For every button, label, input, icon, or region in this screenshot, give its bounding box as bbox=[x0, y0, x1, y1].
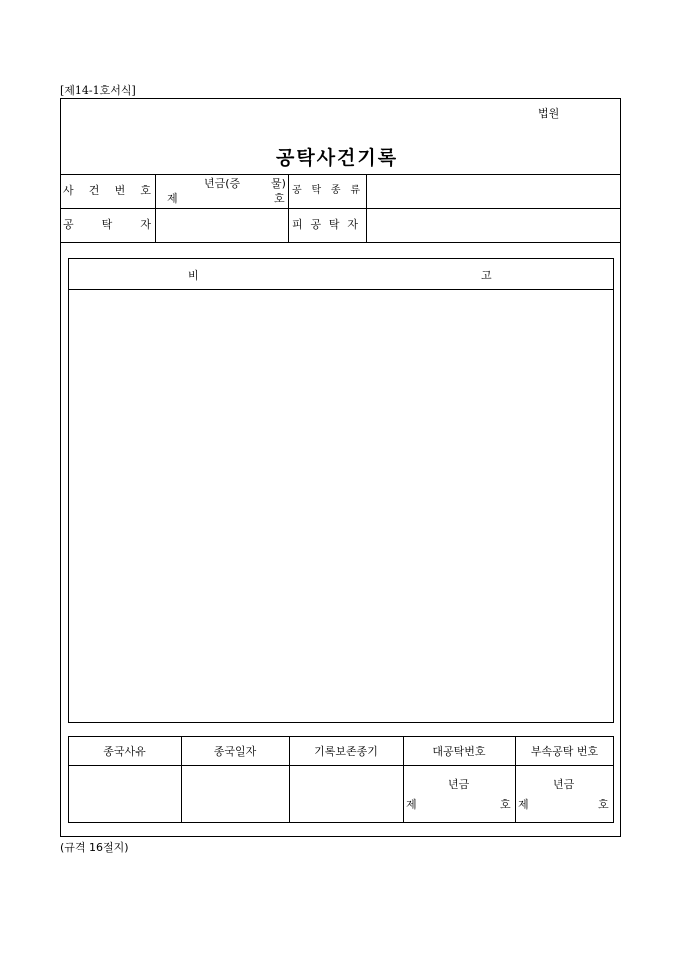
remarks-header-right: 고 bbox=[481, 269, 492, 282]
remarks-content[interactable] bbox=[74, 296, 608, 716]
substitute-deposit-number-header: 대공탁번호 bbox=[432, 745, 486, 758]
closing-reason-field[interactable] bbox=[70, 768, 179, 820]
row-divider bbox=[60, 174, 621, 175]
column-divider bbox=[155, 174, 156, 242]
depositee-field[interactable] bbox=[372, 218, 616, 232]
column-divider bbox=[366, 174, 367, 242]
retention-end-field[interactable] bbox=[291, 768, 401, 820]
substitute-deposit-je: 제 bbox=[406, 798, 417, 811]
deposit-type-field[interactable] bbox=[372, 184, 616, 198]
attached-deposit-je: 제 bbox=[518, 798, 529, 811]
remarks-header-left: 비 bbox=[188, 269, 199, 282]
closing-date-field[interactable] bbox=[183, 768, 287, 820]
case-number-label: 사 건 번 호 bbox=[63, 184, 151, 197]
closing-table-header-divider bbox=[68, 765, 614, 766]
substitute-deposit-year: 년금 bbox=[448, 778, 470, 791]
row-divider bbox=[60, 208, 621, 209]
case-number-year: 년금(증 bbox=[204, 177, 241, 190]
closing-date-header: 종국일자 bbox=[213, 745, 257, 758]
attached-deposit-year: 년금 bbox=[553, 778, 575, 791]
deposit-type-label: 공 탁 종 류 bbox=[292, 185, 360, 196]
remarks-header-divider bbox=[68, 289, 614, 290]
case-number-goods: 물) bbox=[271, 177, 286, 190]
attached-deposit-number-header: 부속공탁 번호 bbox=[530, 745, 599, 758]
substitute-deposit-ho: 호 bbox=[500, 798, 511, 811]
attached-deposit-ho: 호 bbox=[598, 798, 609, 811]
column-divider bbox=[288, 174, 289, 242]
depositee-label: 피 공 탁 자 bbox=[292, 218, 358, 231]
paper-size-note: (규격 16절지) bbox=[60, 841, 129, 854]
depositor-label: 공 탁 자 bbox=[63, 218, 151, 231]
court-label: 법원 bbox=[538, 107, 560, 120]
form-id-label: [제14-1호서식] bbox=[60, 84, 136, 97]
row-divider bbox=[60, 242, 621, 243]
depositor-field[interactable] bbox=[160, 218, 284, 232]
closing-reason-header: 종국사유 bbox=[103, 745, 146, 758]
case-number-ho: 호 bbox=[274, 192, 285, 205]
retention-end-header: 기록보존종기 bbox=[314, 745, 378, 758]
case-number-je: 제 bbox=[167, 192, 178, 205]
page-title: 공탁사건기록 bbox=[276, 147, 399, 169]
